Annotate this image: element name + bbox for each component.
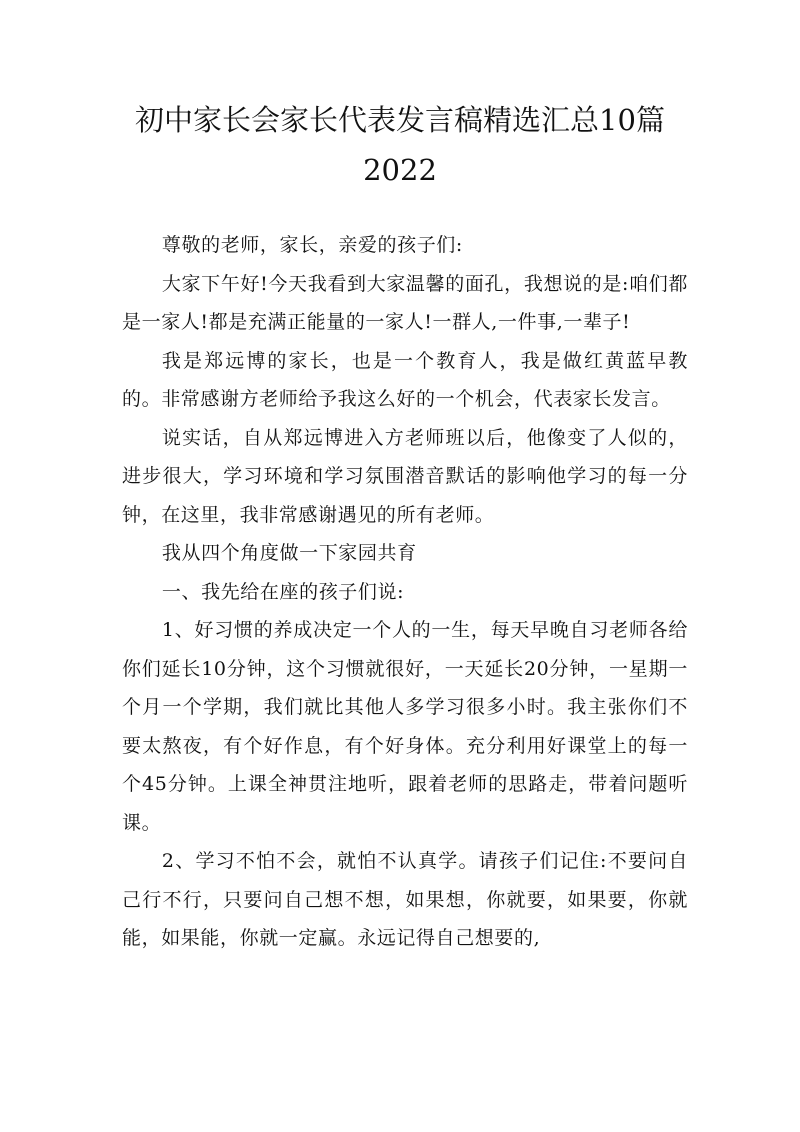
paragraph-gratitude: 说实话，自从郑远博进入方老师班以后，他像变了人似的，进步很大，学习环境和学习氛围潜音默话的影响他学习的每一分钟，在这里，我非常感谢遇见的所有老师。 xyxy=(122,426,688,526)
paragraph-greeting: 尊敬的老师，家长，亲爱的孩子们: xyxy=(161,234,463,256)
paragraph-introduction: 我是郑远博的家长，也是一个教育人，我是做红黄蓝早教的。非常感谢方老师给予我这么好的一个机会，代表家长发言。 xyxy=(122,349,688,410)
paragraph-point-one: 1、好习惯的养成决定一个人的一生，每天早晚自习老师各给你们延长10分钟，这个习惯就很好，一天延长20分钟，一星期一个月一个学期，我们就比其他人多学习很多小时。我主张你们不要太熬夜，有个好作息，有个好身体。充分利用好课堂上的每一个45分钟。上课全神贯注地听，跟着老师的思路走，带着问题听课。 xyxy=(122,619,688,834)
paragraph-section-one-heading: 一、我先给在座的孩子们说: xyxy=(161,580,405,603)
document-body xyxy=(122,226,688,958)
paragraph-point-two: 2、学习不怕不会，就怕不认真学。请孩子们记住:不要问自己行不行，只要问自己想不想，如果想，你就要，如果要，你就能，如果能，你就一定赢。永远记得自己想要的, xyxy=(122,850,688,949)
document-title-text: 初中家长会家长代表发言稿精选汇总10篇2022 xyxy=(135,103,665,187)
paragraph-opening: 大家下午好!今天我看到大家温馨的面孔，我想说的是:咱们都是一家人!都是充满正能量的一家人!一群人,一件事,一辈子! xyxy=(122,272,688,333)
document-title xyxy=(100,95,700,195)
paragraph-four-angles: 我从四个角度做一下家园共育 xyxy=(161,542,417,564)
